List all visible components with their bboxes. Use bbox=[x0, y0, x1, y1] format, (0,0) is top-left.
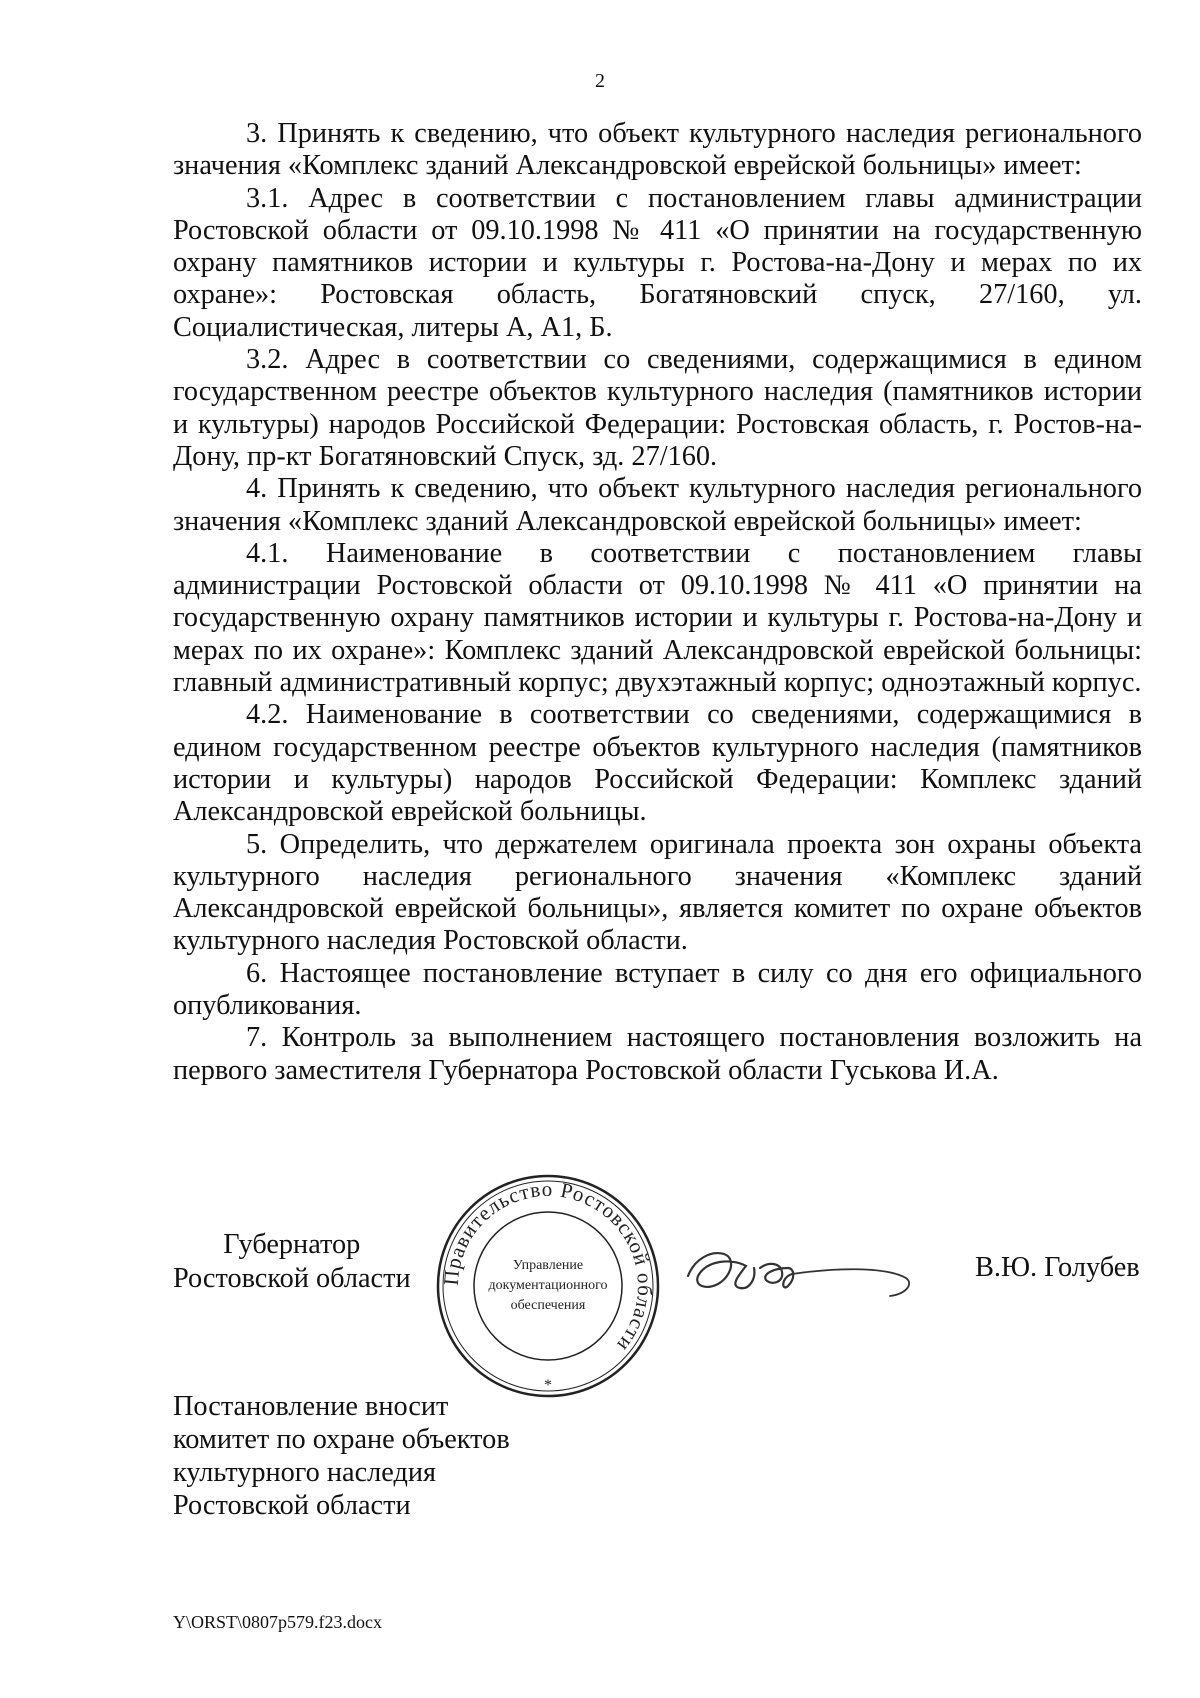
handwritten-signature bbox=[684, 1238, 924, 1308]
seal-inner-line-3: обеспечения bbox=[510, 1298, 586, 1313]
paragraph-4: 4. Принять к сведению, что объект культурного наследия регионального значения «Комплекс зданий Александровской еврейской больницы» имеет: bbox=[173, 473, 1142, 537]
page-number: 2 bbox=[595, 70, 605, 92]
paragraph-4-2: 4.2. Наименование в соответствии со сведениями, содержащимися в едином государственном реестре объектов культурного наследия (памятников истории и культуры) народов Российской Федерации: Комплекс зданий Александровской еврейской больницы. bbox=[173, 699, 1142, 828]
paragraph-7: 7. Контроль за выполнением настоящего постановления возложить на первого заместителя Губернатора Ростовской области Гуськова И.А. bbox=[173, 1022, 1142, 1086]
paragraph-3-2: 3.2. Адрес в соответствии со сведениями, содержащимися в едином государственном реестре объектов культурного наследия (памятников истории и культуры) народов Российской Федерации: Ростовская область, г. Ростов-на-Дону, пр-кт Богатяновский Спуск, зд. 27/160. bbox=[173, 344, 1142, 472]
seal-inner-line-2: документационного bbox=[488, 1278, 608, 1293]
paragraph-4-1: 4.1. Наименование в соответствии с постановлением главы администрации Ростовской области от 09.10.1998 № 411 «О принятии на государственную охрану памятников истории и культуры г. Ростова-на-Дону и мерах по их охране»: Комплекс зданий Александровской еврейской больницы: главный административный корпус; двухэтажный корпус; одноэтажный корпус. bbox=[173, 537, 1142, 699]
signatory-title bbox=[173, 1228, 411, 1296]
submitted-by-line-2: комитет по охране объектов bbox=[173, 1424, 510, 1455]
seal-star: * bbox=[544, 1377, 552, 1394]
seal-outer-text: Правительство Ростовской области bbox=[438, 1176, 658, 1357]
file-reference: Y\ORST\0807p579.f23.docx bbox=[173, 1612, 382, 1632]
seal-inner-line-1: Управление bbox=[512, 1258, 584, 1273]
official-seal bbox=[434, 1172, 662, 1400]
signatory-name: В.Ю. Голубев bbox=[975, 1252, 1140, 1283]
submitted-by-line-3: культурного наследия bbox=[173, 1457, 437, 1488]
submitted-by-line-4: Ростовской области bbox=[173, 1490, 411, 1521]
submitted-by-line-1: Постановление вносит bbox=[173, 1391, 449, 1422]
paragraph-6: 6. Настоящее постановление вступает в силу со дня его официального опубликования. bbox=[173, 957, 1142, 1022]
document-body bbox=[173, 118, 1142, 1087]
signatory-title-line-2: Ростовской области bbox=[173, 1263, 411, 1294]
submitted-by-block bbox=[173, 1390, 510, 1522]
signatory-title-line-1: Губернатор bbox=[223, 1229, 361, 1260]
paragraph-5: 5. Определить, что держателем оригинала проекта зон охраны объекта культурного наследия регионального значения «Комплекс зданий Александровской еврейской больницы», является комитет по охране объектов культурного наследия Ростовской области. bbox=[173, 828, 1142, 957]
paragraph-3-1: 3.1. Адрес в соответствии с постановлением главы администрации Ростовской области от 09.10.1998 № 411 «О принятии на государственную охрану памятников истории и культуры г. Ростова-на-Дону и мерах по их охране»: Ростовская область, Богатяновский спуск, 27/160, ул. Социалистическая, литеры А, А1, Б. bbox=[173, 182, 1142, 343]
paragraph-3: 3. Принять к сведению, что объект культурного наследия регионального значения «Комплекс зданий Александровской еврейской больницы» имеет: bbox=[173, 118, 1142, 182]
